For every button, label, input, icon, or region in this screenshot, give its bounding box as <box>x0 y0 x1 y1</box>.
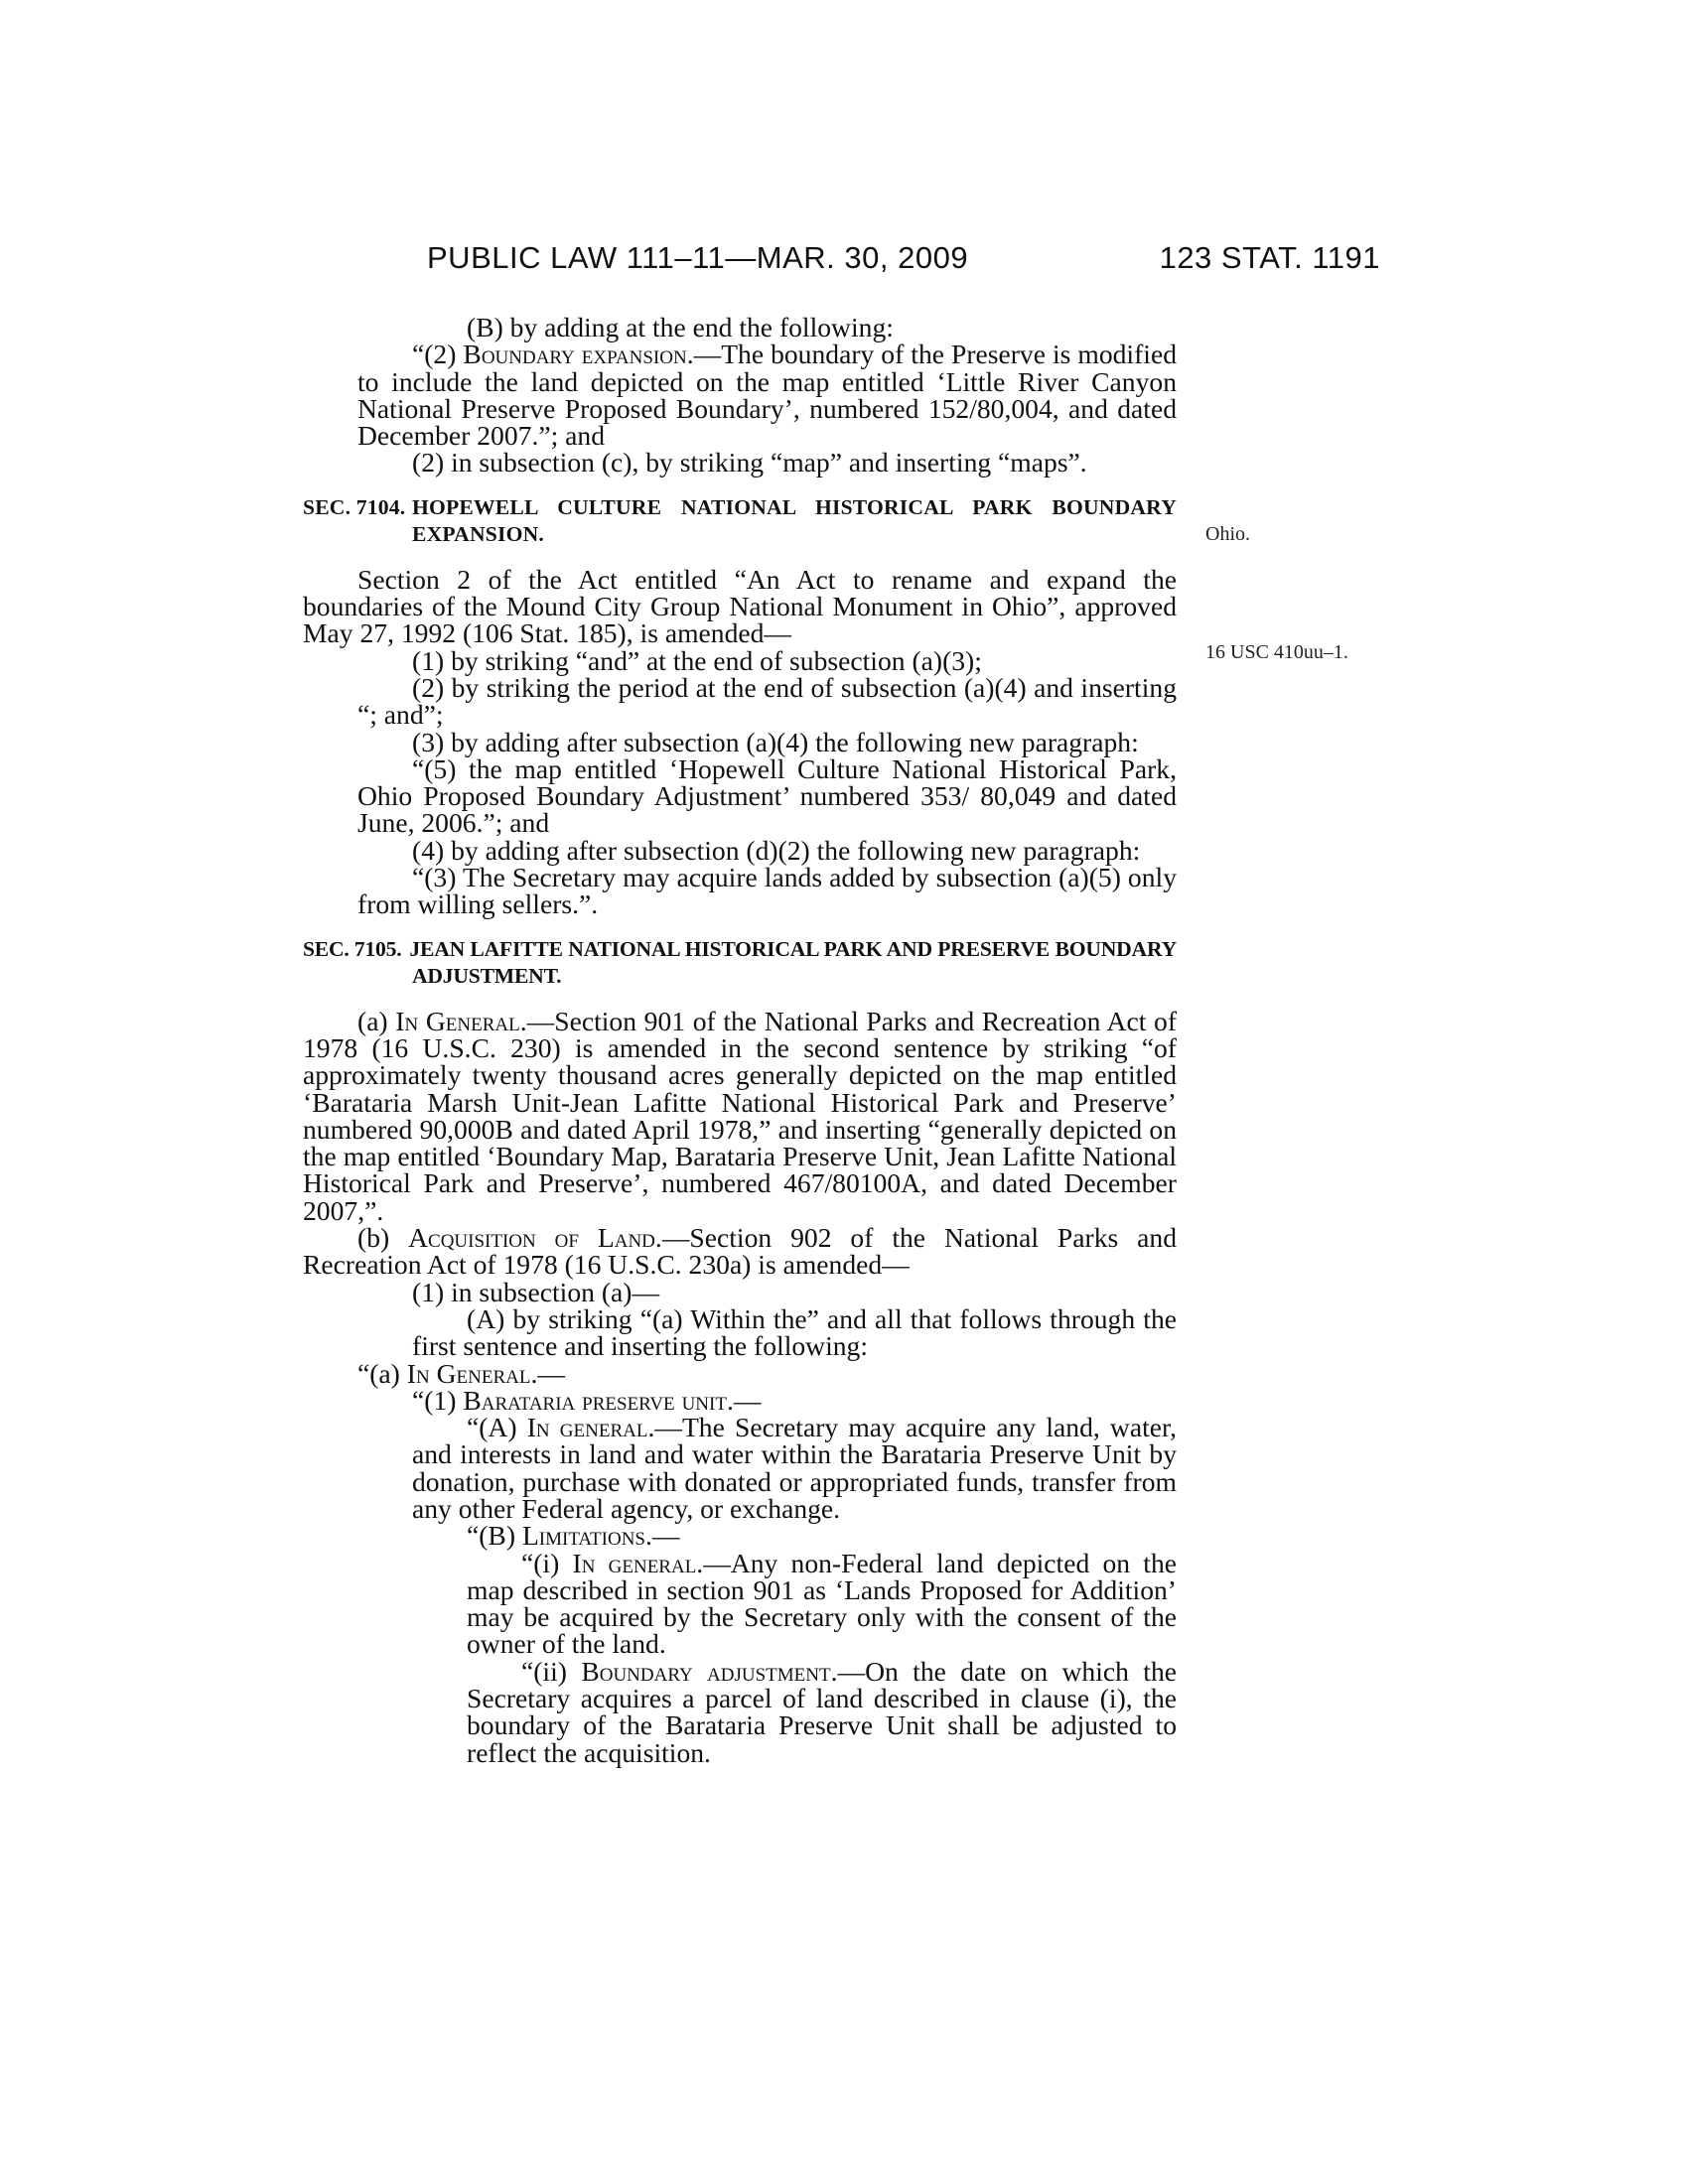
paragraph <box>303 1384 1177 1416</box>
paragraph <box>303 1005 1178 1226</box>
paragraph <box>303 1357 1177 1389</box>
paragraph-text: .—The boundary of the Preserve is modified to include the land depicted on the map entitled ‘Little River Canyon National Preserve Proposed Boundary’, numbered 152/80,004, and dated December 2007.”; and <box>357 339 1177 452</box>
paragraph-text: .—The Secretary may acquire any land, water, and interests in land and water within the Barataria Preserve Unit by donation, purchase with donated or appropriated funds, transfer from any other Federal agency, or exchange. <box>412 1412 1178 1524</box>
section-heading-7104 <box>303 494 1177 548</box>
paragraph-text: .— <box>530 1357 565 1389</box>
paragraph-heading: Boundary adjustment <box>581 1655 831 1687</box>
paragraph <box>303 1655 1177 1768</box>
margin-note-usc: 16 USC 410uu–1. <box>1205 641 1348 663</box>
paragraph-lead: (a) <box>357 1005 396 1036</box>
paragraph: (4) by adding after subsection (d)(2) the following new paragraph: <box>412 834 1141 866</box>
paragraph-text: .—On the date on which the Secretary acquires a parcel of land described in clause (i), the boundary of the Barataria Preserve Unit shall be adjusted to reflect the acquisition. <box>467 1655 1177 1768</box>
paragraph-lead: “(A) <box>467 1412 527 1443</box>
paragraph-lead: “(B) <box>467 1520 522 1552</box>
section-number: SEC. 7104. <box>303 494 406 519</box>
running-head <box>427 240 1380 284</box>
paragraph <box>303 1520 1177 1552</box>
paragraph-text: .— <box>644 1520 680 1552</box>
section-number: SEC. 7105. <box>303 936 402 961</box>
paragraph-lead: “(1) <box>412 1384 464 1416</box>
paragraph: (2) in subsection (c), by striking “map” and inserting “maps”. <box>412 447 1087 478</box>
paragraph: (2) by striking the period at the end of subsection (a)(4) and inserting “; and”; <box>357 671 1177 731</box>
paragraph-text: .— <box>726 1384 762 1416</box>
paragraph-heading: In General <box>406 1357 531 1389</box>
paragraph <box>303 1224 1177 1279</box>
paragraph: “(5) the map entitled ‘Hopewell Culture National Historical Park, Ohio Proposed Boundary Adjustment’ numbered 353/ 80,049 and dated June, 2006.”; and <box>357 752 1177 839</box>
section-title: HOPEWELL CULTURE NATIONAL HISTORICAL PARK BOUNDARY EXPANSION. <box>412 494 1177 546</box>
section-title: JEAN LAFITTE NATIONAL HISTORICAL PARK AND PRESERVE BOUNDARY ADJUSTMENT. <box>409 936 1177 988</box>
paragraph: (3) by adding after subsection (a)(4) the following new paragraph: <box>412 726 1139 757</box>
paragraph <box>303 339 1177 452</box>
paragraph-lead: “(2) <box>412 339 464 370</box>
paragraph: (1) by striking “and” at the end of subsection (a)(3); <box>412 644 982 676</box>
paragraph <box>303 1414 1177 1522</box>
paragraph-text: .—Section 902 of the National Parks and Recreation Act of 1978 (16 U.S.C. 230a) is amended— <box>303 1222 1178 1281</box>
paragraph <box>303 1547 1177 1660</box>
paragraph-lead: (b) <box>357 1222 409 1254</box>
paragraph-heading: In General <box>395 1005 520 1036</box>
paragraph: Section 2 of the Act entitled “An Act to rename and expand the boundaries of the Mound City Group National Monument in Ohio”, approved May 27, 1992 (106 Stat. 185), is amended— <box>303 563 1177 649</box>
paragraph-lead: “(ii) <box>521 1655 582 1687</box>
section-heading-7105 <box>303 936 1177 990</box>
paragraph-heading: In general <box>572 1547 697 1578</box>
paragraph-heading: Barataria preserve unit <box>463 1384 727 1416</box>
paragraph-text: .—Section 901 of the National Parks and Recreation Act of 1978 (16 U.S.C. 230) is amended in the second sentence by striking “of approximately twenty thousand acres generally depicted on the map entitled ‘Barataria Marsh Unit-Jean Lafitte National Historical Park and Preserve’ numbered 90,000B and dated April 1978,” and inserting “generally depicted on the map entitled ‘Boundary Map, Barataria Preserve Unit, Jean Lafitte National Historical Park and Preserve’, numbered 467/80100A, and dated December 2007,”. <box>303 1005 1178 1226</box>
paragraph-heading: Acquisition of Land <box>408 1222 655 1254</box>
paragraph: (A) by striking “(a) Within the” and all that follows through the first sentence and inserting the following: <box>412 1302 1177 1362</box>
paragraph: “(3) The Secretary may acquire lands added by subsection (a)(5) only from willing sellers.”. <box>357 862 1177 920</box>
paragraph: (B) by adding at the end the following: <box>467 312 894 342</box>
running-head-right: 123 STAT. 1191 <box>1159 240 1380 275</box>
paragraph-heading: Boundary expansion <box>463 339 687 370</box>
paragraph: (1) in subsection (a)— <box>412 1276 660 1307</box>
running-head-left: PUBLIC LAW 111–11—MAR. 30, 2009 <box>427 240 969 275</box>
paragraph-text: .—Any non-Federal land depicted on the map described in section 901 as ‘Lands Proposed for Addition’ may be acquired by the Secretary only with the consent of the owner of the land. <box>467 1547 1177 1660</box>
paragraph-lead: “(a) <box>357 1357 407 1389</box>
paragraph-heading: In general <box>526 1412 648 1443</box>
margin-note-ohio: Ohio. <box>1205 523 1250 545</box>
paragraph-lead: “(i) <box>521 1547 573 1578</box>
paragraph-heading: Limitations <box>521 1520 645 1552</box>
body-text <box>303 314 1177 1766</box>
